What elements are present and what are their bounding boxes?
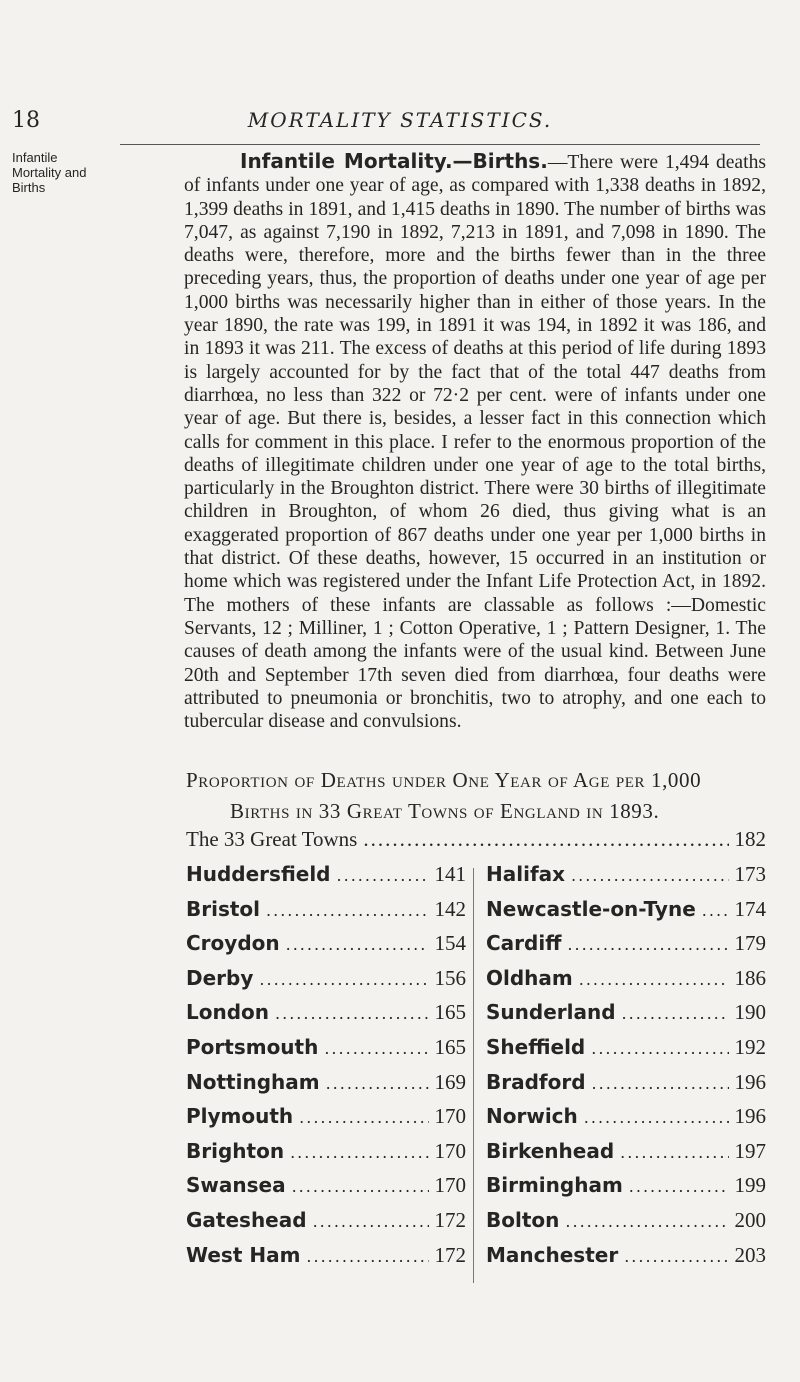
town-rate: 196: [734, 1104, 766, 1129]
town-rate: 186: [734, 965, 766, 990]
table-title-line-1: Proportion of Deaths under One Year of Age per 1,000: [186, 768, 702, 792]
town-rate: 190: [734, 1000, 766, 1025]
table-left-column: [186, 862, 466, 1277]
town-rate: 199: [734, 1173, 766, 1198]
dot-leader: [567, 935, 728, 954]
town-rate: 170: [434, 1173, 466, 1198]
dot-leader: [299, 1108, 428, 1127]
town-name: Cardiff: [486, 931, 562, 956]
town-rate: 174: [734, 896, 766, 921]
summary-value: 182: [734, 827, 766, 851]
body-paragraph: [184, 150, 766, 733]
town-name: Sheffield: [486, 1034, 586, 1059]
table-row: [486, 1139, 766, 1174]
table-right-column: [486, 862, 766, 1277]
dot-leader: [292, 1177, 429, 1196]
table-row: [486, 862, 766, 897]
table-row: [486, 1173, 766, 1208]
table-row: [186, 1243, 466, 1278]
town-rate: 179: [734, 931, 766, 956]
dot-leader: [290, 1143, 428, 1162]
dot-leader: [326, 1074, 429, 1093]
town-name: West Ham: [186, 1242, 301, 1267]
dot-leader: [591, 1039, 728, 1058]
town-name: Gateshead: [186, 1207, 307, 1232]
town-name: Huddersfield: [186, 862, 331, 886]
table-row: [186, 1104, 466, 1139]
margin-note: Infantile Mortality and Births: [12, 150, 87, 195]
dot-leader: [584, 1108, 729, 1127]
dot-leader: [624, 1247, 728, 1266]
town-rate: 141: [434, 862, 466, 886]
dot-leader: [275, 1004, 428, 1023]
dot-leader: [592, 1074, 729, 1093]
table-row: [486, 897, 766, 932]
town-name: Bolton: [486, 1207, 560, 1232]
town-rate: 165: [434, 1000, 466, 1025]
summary-row: [186, 827, 766, 852]
table-row: [186, 1070, 466, 1105]
dot-leader: [324, 1039, 428, 1058]
town-name: Birmingham: [486, 1173, 623, 1198]
dot-leader: [306, 1247, 428, 1266]
town-name: Sunderland: [486, 1000, 616, 1025]
town-rate: 156: [434, 965, 466, 990]
table-row: [486, 1208, 766, 1243]
town-name: Halifax: [486, 862, 566, 886]
town-rate: 165: [434, 1034, 466, 1059]
paragraph-heading: Infantile Mortality.—Births.: [240, 149, 548, 173]
table-title: [186, 765, 776, 827]
town-rate: 154: [434, 931, 466, 956]
table-row: [486, 966, 766, 1001]
dot-leader: [363, 827, 728, 852]
town-rate: 142: [434, 896, 466, 921]
town-name: Brighton: [186, 1138, 285, 1163]
dot-leader: [620, 1143, 728, 1162]
town-name: Bristol: [186, 896, 261, 921]
table-row: [486, 1070, 766, 1105]
table-title-line-2: Births in 33 Great Towns of England in 1893.: [230, 799, 660, 823]
town-rate: 170: [434, 1138, 466, 1163]
dot-leader: [622, 1004, 729, 1023]
table-row: [186, 1035, 466, 1070]
table-row: [486, 931, 766, 966]
table-row: [486, 1104, 766, 1139]
table-row: [186, 1000, 466, 1035]
town-rate: 197: [734, 1138, 766, 1163]
town-rate: 172: [434, 1207, 466, 1232]
table-row: [486, 1243, 766, 1278]
header-rule: [120, 144, 760, 145]
dot-leader: [337, 866, 429, 885]
town-rate: 172: [434, 1242, 466, 1267]
town-name: Bradford: [486, 1069, 586, 1094]
dot-leader: [286, 935, 429, 954]
running-title: MORTALITY STATISTICS.: [247, 108, 553, 132]
table-row: [186, 897, 466, 932]
town-name: Croydon: [186, 931, 280, 956]
town-name: Derby: [186, 965, 254, 990]
town-name: Portsmouth: [186, 1034, 319, 1059]
table-row: [186, 1173, 466, 1208]
dot-leader: [579, 970, 729, 989]
dot-leader: [259, 970, 428, 989]
dot-leader: [702, 901, 729, 920]
table-row: [486, 1000, 766, 1035]
page-header: [0, 100, 800, 140]
town-rate: 196: [734, 1069, 766, 1094]
summary-label: The 33 Great Towns: [186, 827, 358, 851]
town-rate: 173: [734, 862, 766, 886]
town-name: London: [186, 1000, 270, 1025]
town-rate: 200: [734, 1207, 766, 1232]
dot-leader: [565, 1212, 728, 1231]
column-divider: [473, 868, 474, 1283]
table-row: [186, 966, 466, 1001]
town-rate: 192: [734, 1034, 766, 1059]
dot-leader: [629, 1177, 729, 1196]
town-name: Manchester: [486, 1242, 619, 1267]
dot-leader: [571, 866, 728, 885]
town-name: Swansea: [186, 1173, 286, 1198]
paragraph-text: —There were 1,494 deaths of infants under one year of age, as compared with 1,338 deaths in 1892, 1,399 deaths in 1891, and 1,415 deaths in 1890. The number of births was 7,047, as against 7,190 in 1892, 7,213 in 1891, and 7,098 in 1890. The deaths were, therefore, more and the births fewer than in the three preceding years, thus, the proportion of deaths under one year of age per 1,000 births was necessarily higher than in either of those years. In the year 1890, the rate was 199, in 1891 it was 194, in 1892 it was 186, and in 1893 it was 211. The excess of deaths at this period of life during 1893 is largely accounted for by the fact that of the total 447 deaths from diarrhœa, no less than 322 or 72·2 per cent. were of infants under one year of age. But there is, besides, a lesser fact in this connection which calls for comment in this place. I refer to the enormous proportion of the deaths of illegitimate children under one year of age to the total births, particularly in the Broughton district. There were 30 births of illegitimate children in Broughton, of whom 26 died, thus giving what is an exaggerated proportion of 867 deaths under one year per 1,000 births in that district. Of these deaths, however, 15 occurred in an institution or home which was registered under the Infant Life Protection Act, in 1892. The mothers of these infants are classable as follows :—Domestic Servants, 12 ; Milliner, 1 ; Cotton Operative, 1 ; Pattern Designer, 1. The causes of death among the infants were of the usual kind. Between June 20th and September 17th seven died from diarrhœa, four deaths were attributed to pneumonia or bronchitis, two to atrophy, and one each to tubercular disease and convulsions.: [184, 152, 766, 733]
town-rate: 169: [434, 1069, 466, 1094]
table-row: [186, 931, 466, 966]
town-name: Newcastle-on-Tyne: [486, 896, 696, 921]
table-row: [186, 1139, 466, 1174]
table-row: [186, 862, 466, 897]
town-name: Oldham: [486, 965, 573, 990]
town-rate: 203: [734, 1242, 766, 1267]
table-row: [486, 1035, 766, 1070]
table-row: [186, 1208, 466, 1243]
town-name: Birkenhead: [486, 1138, 615, 1163]
page-number: 18: [12, 108, 40, 133]
town-rate: 170: [434, 1104, 466, 1129]
town-name: Nottingham: [186, 1069, 320, 1094]
dot-leader: [266, 901, 428, 920]
town-name: Plymouth: [186, 1104, 294, 1129]
dot-leader: [313, 1212, 429, 1231]
town-name: Norwich: [486, 1104, 578, 1129]
